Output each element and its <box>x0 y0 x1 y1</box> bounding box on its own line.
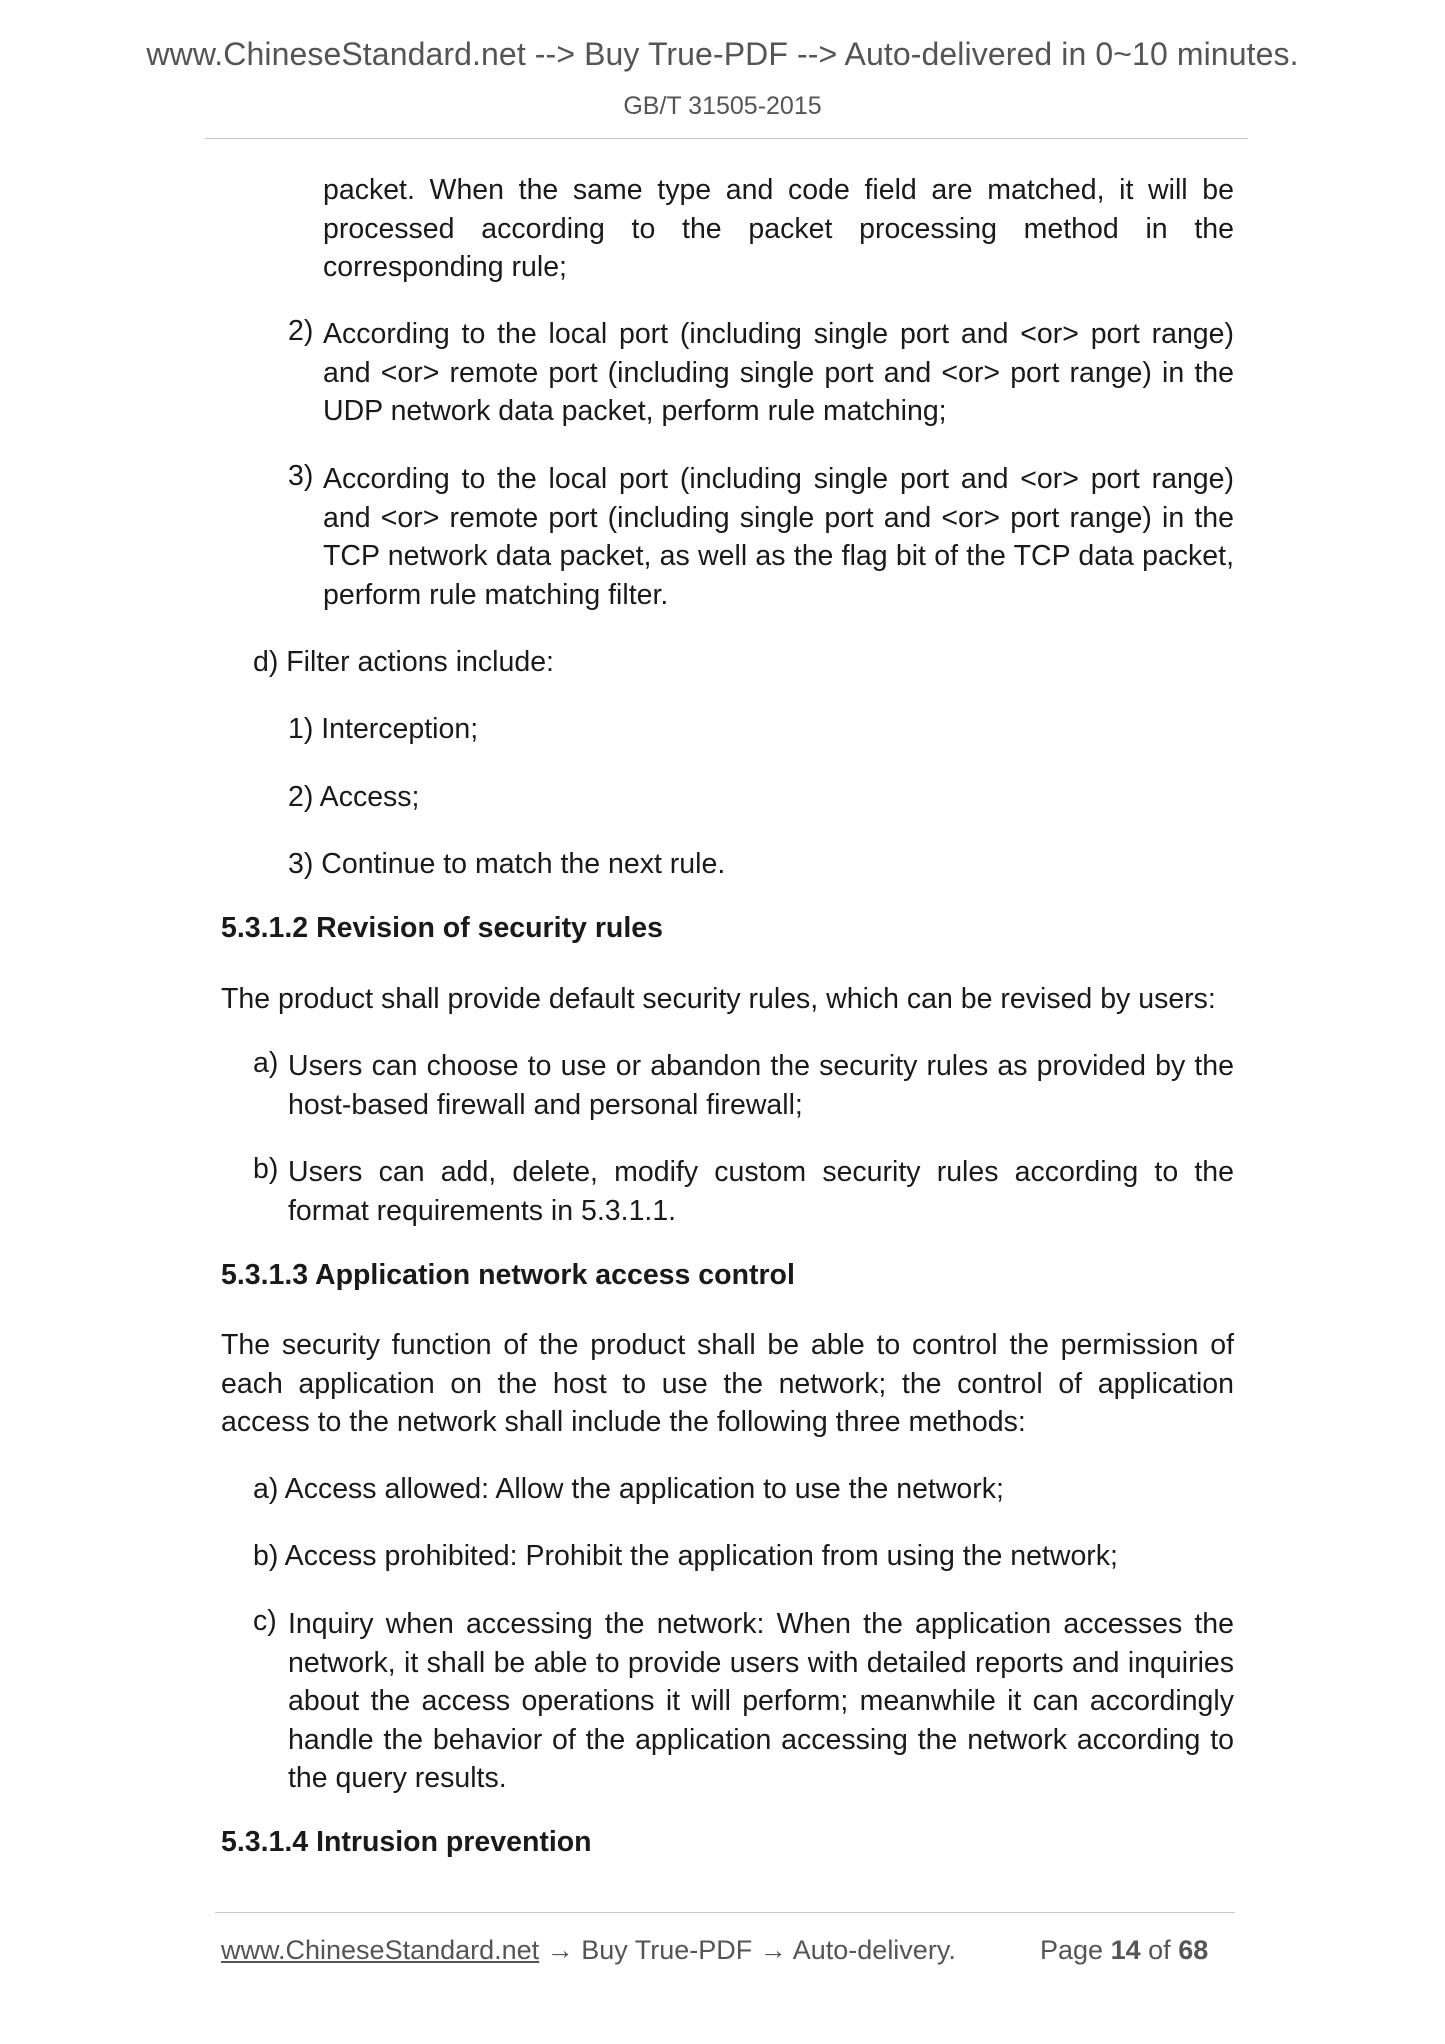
section-heading-5312: 5.3.1.2 Revision of security rules <box>221 912 663 944</box>
header-divider <box>205 138 1248 139</box>
list-marker: c) <box>253 1605 277 1637</box>
of-word: of <box>1148 1935 1171 1965</box>
text-line: and <or> remote port (including single port and <or> port range) in the <box>323 501 1234 534</box>
section-heading-5313: 5.3.1.3 Application network access control <box>221 1259 795 1291</box>
list-item-choose-rules <box>288 1047 1234 1124</box>
text-line: TCP network data packet, as well as the flag bit of the TCP data packet, <box>323 540 1234 572</box>
text-line: Inquiry when accessing the network: When the application accesses the <box>288 1608 1234 1640</box>
text-line: perform rule matching filter. <box>323 578 669 611</box>
footer-promo <box>221 1935 956 1966</box>
list-item-access: 2) Access; <box>288 781 420 813</box>
list-item-inquiry <box>288 1605 1234 1798</box>
header-banner: www.ChineseStandard.net --> Buy True-PDF --> Auto-delivered in 0~10 minutes. <box>146 36 1299 72</box>
list-item-tcp-matching <box>323 460 1234 614</box>
text-line: network, it shall be able to provide users with detailed reports and inquiries <box>288 1646 1234 1679</box>
list-item-filter-actions: d) Filter actions include: <box>253 646 554 678</box>
list-item-access-allowed: a) Access allowed: Allow the application to use the network; <box>253 1473 1004 1505</box>
list-marker: b) <box>253 1153 279 1185</box>
text-line: format requirements in 5.3.1.1. <box>288 1194 677 1227</box>
list-item-custom-rules <box>288 1153 1234 1230</box>
footer-promo-text: → Buy True-PDF → Auto-delivery. <box>539 1935 956 1965</box>
text-line: packet. When the same type and code field are matched, it will be <box>323 174 1234 206</box>
list-marker: 3) <box>288 460 314 492</box>
text-line: access to the network shall include the following three methods: <box>221 1406 1026 1438</box>
text-line: processed according to the packet processing method in the <box>323 212 1234 245</box>
text-line: the query results. <box>288 1762 507 1794</box>
text-line: The security function of the product shall be able to control the permission of <box>221 1329 1234 1361</box>
paragraph-5312: The product shall provide default security rules, which can be revised by users: <box>221 983 1216 1015</box>
section-heading-5314: 5.3.1.4 Intrusion prevention <box>221 1826 592 1858</box>
text-line: According to the local port (including single port and <or> port range) <box>323 318 1234 350</box>
list-item-access-prohibited: b) Access prohibited: Prohibit the application from using the network; <box>253 1540 1118 1572</box>
list-marker: a) <box>253 1047 279 1079</box>
document-code: GB/T 31505-2015 <box>623 92 822 120</box>
text-line: handle the behavior of the application accessing the network according to <box>288 1723 1234 1756</box>
text-line: Users can choose to use or abandon the security rules as provided by the <box>288 1050 1234 1082</box>
list-item-continue: 3) Continue to match the next rule. <box>288 848 726 880</box>
list-marker: 2) <box>288 315 314 347</box>
page-total: 68 <box>1178 1935 1209 1965</box>
text-line: and <or> remote port (including single port and <or> port range) in the <box>323 356 1234 389</box>
text-line: UDP network data packet, perform rule matching; <box>323 395 947 427</box>
footer-site-link[interactable]: www.ChineseStandard.net <box>221 1935 540 1965</box>
page-word: Page <box>1040 1935 1104 1965</box>
paragraph-5313 <box>221 1326 1234 1442</box>
continuation-paragraph <box>323 171 1234 287</box>
text-line: host-based firewall and personal firewall; <box>288 1088 803 1121</box>
text-line: corresponding rule; <box>323 251 567 283</box>
text-line: each application on the host to use the network; the control of application <box>221 1367 1234 1400</box>
page-number: 14 <box>1110 1935 1141 1965</box>
page-indicator <box>1040 1935 1208 1966</box>
footer-divider <box>215 1912 1235 1913</box>
text-line: Users can add, delete, modify custom security rules according to the <box>288 1156 1234 1188</box>
text-line: According to the local port (including single port and <or> port range) <box>323 463 1234 495</box>
list-item-udp-matching <box>323 315 1234 431</box>
list-item-interception: 1) Interception; <box>288 713 479 745</box>
text-line: about the access operations it will perform; meanwhile it can accordingly <box>288 1685 1234 1717</box>
